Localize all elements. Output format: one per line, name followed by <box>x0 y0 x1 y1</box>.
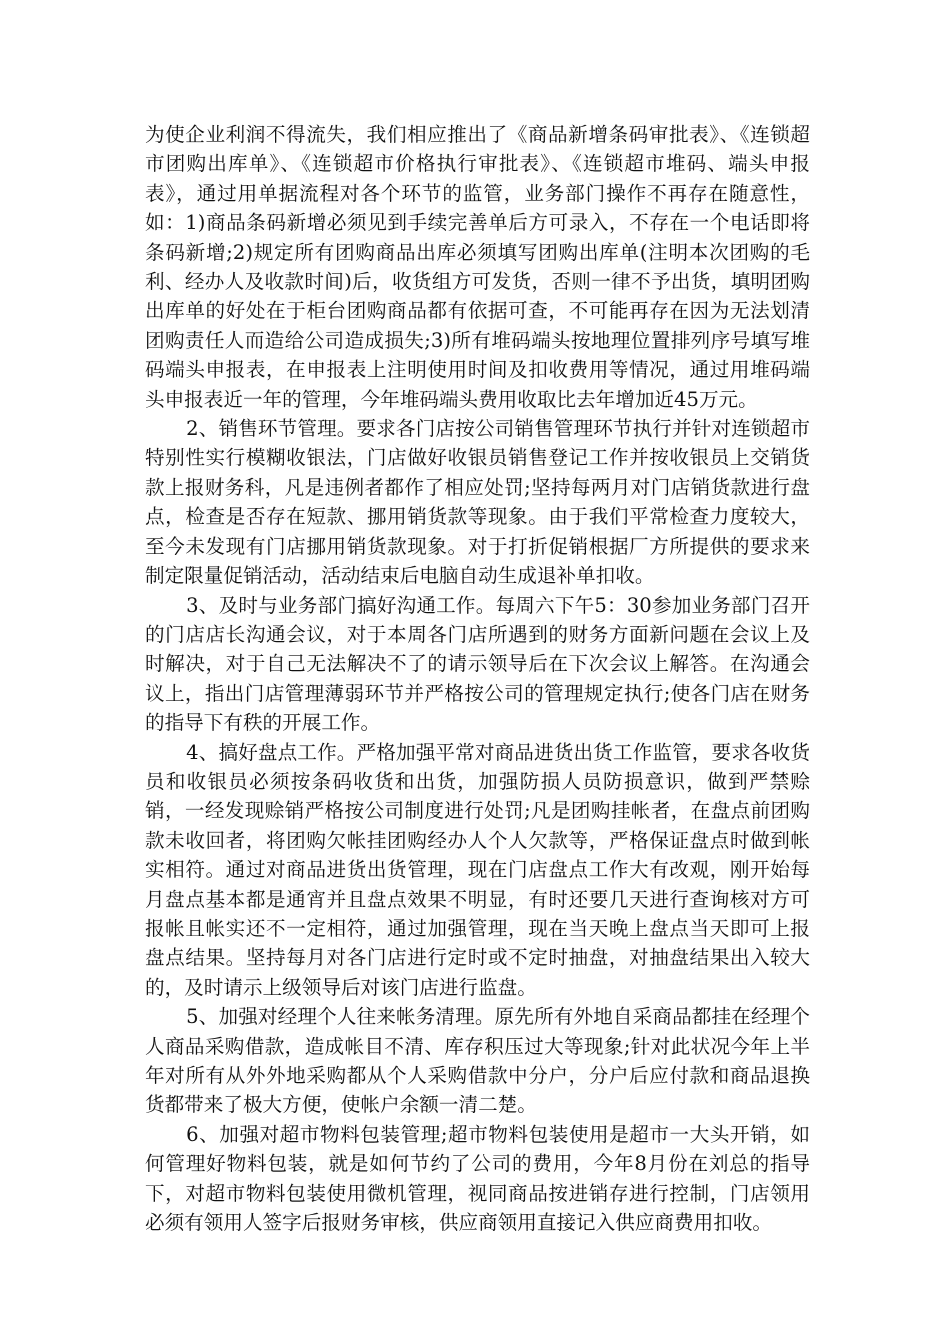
paragraph-communication: 3、及时与业务部门搞好沟通工作。每周六下午5：30参加业务部门召开的门店店长沟通会议，对于本周各门店所遇到的财务方面新问题在会议上及时解决，对于自己无法解决不了的请示领导后在下次会议上解答。在沟通会议上，指出门店管理薄弱环节并严格按公司的管理规定执行;使各门店在财务的指导下有秩的开展工作。 <box>145 593 810 735</box>
paragraph-sales-management: 2、销售环节管理。要求各门店按公司销售管理环节执行并针对连锁超市特别性实行模糊收银法，门店做好收银员销售登记工作并按收银员上交销货款上报财务科，凡是违例者都作了相应处罚;坚持每两月对门店销货款进行盘点，检查是否存在短款、挪用销货款等现象。由于我们平常检查力度较大，至今未发现有门店挪用销货款现象。对于打折促销根据厂方所提供的要求来制定限量促销活动，活动结束后电脑自动生成退补单扣收。 <box>145 417 810 588</box>
paragraph-packaging-management: 6、加强对超市物料包装管理;超市物料包装使用是超市一大头开销，如何管理好物料包装，就是如何节约了公司的费用，今年8月份在刘总的指导下，对超市物料包装使用微机管理，视同商品按进销存进行控制，门店领用必须有领用人签字后报财务审核，供应商领用直接记入供应商费用扣收。 <box>145 1122 810 1235</box>
paragraph-manager-accounts: 5、加强对经理个人往来帐务清理。原先所有外地自采商品都挂在经理个人商品采购借款，造成帐目不清、库存积压过大等现象;针对此状况今年上半年对所有从外外地采购都从个人采购借款中分户，分户后应付款和商品退换货都带来了极大方便，使帐户余额一清二楚。 <box>145 1005 810 1117</box>
paragraph-inventory-check: 4、搞好盘点工作。严格加强平常对商品进货出货工作监管，要求各收货员和收银员必须按条码收货和出货，加强防损人员防损意识，做到严禁赊销，一经发现赊销严格按公司制度进行处罚;凡是团购挂帐者，在盘点前团购款未收回者，将团购欠帐挂团购经办人个人欠款等，严格保证盘点时做到帐实相符。通过对商品进货出货管理，现在门店盘点工作大有改观，刚开始每月盘点基本都是通宵并且盘点效果不明显，有时还要几天进行查询核对方可报帐且帐实还不一定相符，通过加强管理，现在当天晚上盘点当天即可上报盘点结果。坚持每月对各门店进行定时或不定时抽盘，对抽盘结果出入较大的，及时请示上级领导后对该门店进行监盘。 <box>145 740 810 999</box>
document-page <box>145 120 810 1237</box>
paragraph-intro: 为使企业利润不得流失，我们相应推出了《商品新增条码审批表》、《连锁超市团购出库单》、《连锁超市价格执行审批表》、《连锁超市堆码、端头申报表》，通过用单据流程对各个环节的监管，业务部门操作不再存在随意性，如：1)商品条码新增必须见到手续完善单后方可录入，不存在一个电话即将条码新增;2)规定所有团购商品出库必须填写团购出库单(注明本次团购的毛利、经办人及收款时间)后，收货组方可发货，否则一律不予出货，填明团购出库单的好处在于柜台团购商品都有依据可查，不可能再存在因为无法划清团购责任人而造给公司造成损失;3)所有堆码端头按地理位置排列序号填写堆码端头申报表，在申报表上注明使用时间及扣收费用等情况，通过用堆码端头申报表近一年的管理，今年堆码端头费用收取比去年增加近45万元。 <box>145 123 810 411</box>
